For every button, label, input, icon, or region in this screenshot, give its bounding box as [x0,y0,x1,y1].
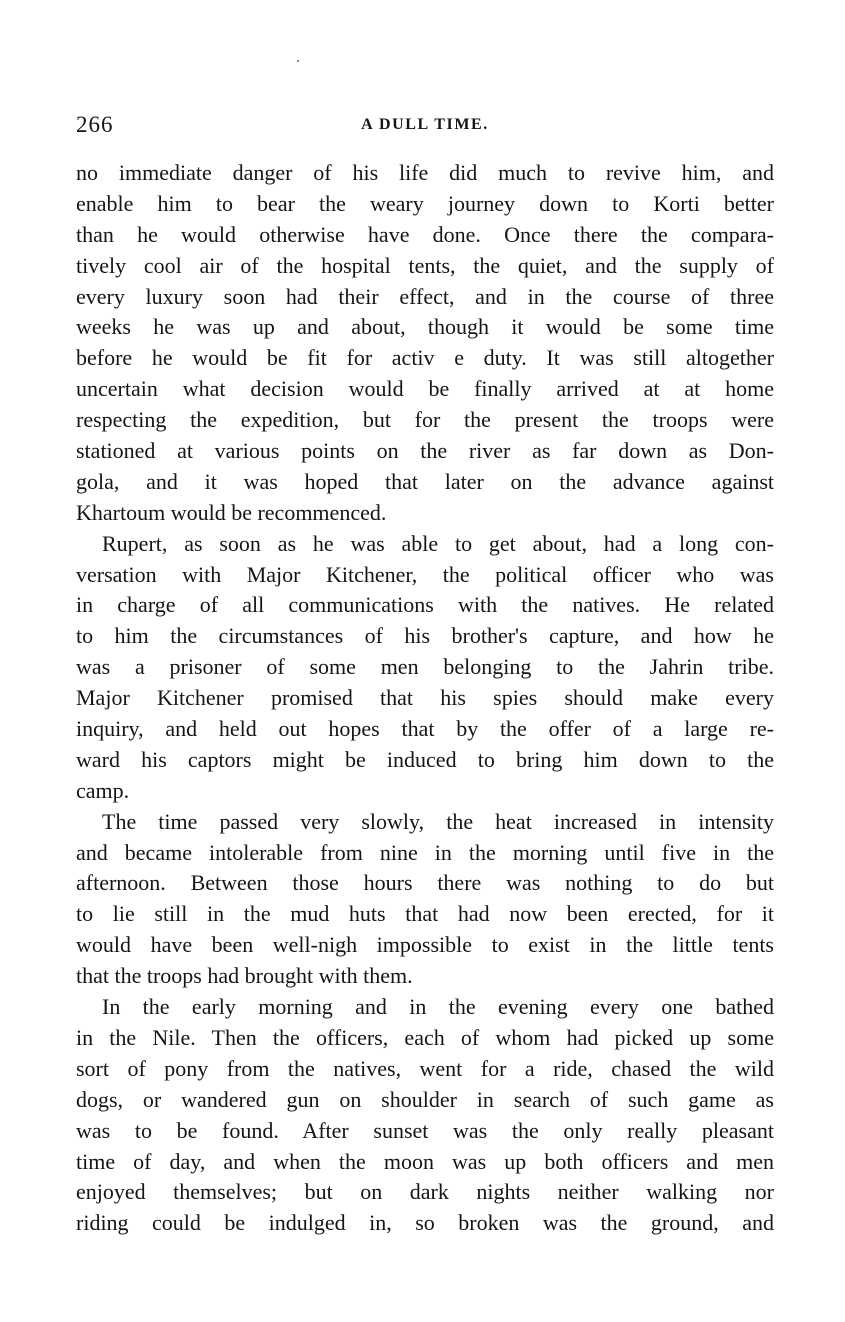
text-line: would have been well-nigh impossible to exist in the little tents [76,932,774,958]
text-line: Major Kitchener promised that his spies should make every [76,685,774,711]
text-line: than he would otherwise have done. Once there the compara- [76,221,774,247]
text-line: uncertain what decision would be finally arrived at at home [76,376,774,402]
text-line: inquiry, and held out hopes that by the offer of a large re- [76,716,774,742]
text-line: camp. [76,777,130,803]
text-line: time of day, and when the moon was up both officers and men [76,1148,774,1174]
text-line: that the troops had brought with them. [76,963,413,989]
text-line: before he would be fit for activ e duty. It was still altogether [76,345,774,371]
text-line: enable him to bear the weary journey down to Korti better [76,190,774,216]
paper-speck [297,60,299,62]
text-line: to lie still in the mud huts that had now been erected, for it [76,901,774,927]
text-line: dogs, or wandered gun on shoulder in search of such game as [76,1086,774,1112]
text-line: was to be found. After sunset was the only really pleasant [76,1117,774,1143]
text-line: sort of pony from the natives, went for a ride, chased the wild [76,1055,774,1081]
running-title: A DULL TIME. [361,116,489,133]
text-line: was a prisoner of some men belonging to the Jahrin tribe. [76,654,774,680]
text-line: and became intolerable from nine in the morning until five in the [76,839,774,865]
text-line: In the early morning and in the evening every one bathed [102,994,774,1020]
text-line: to him the circumstances of his brother's capture, and how he [76,623,774,649]
body-text [76,158,774,1239]
text-line: versation with Major Kitchener, the political officer who was [76,561,774,587]
text-line: The time passed very slowly, the heat increased in intensity [102,808,774,834]
text-line: afternoon. Between those hours there was nothing to do but [76,870,774,896]
page-number: 266 [76,112,114,137]
page-header [76,112,774,140]
text-line: gola, and it was hoped that later on the advance against [76,468,774,494]
text-line: every luxury soon had their effect, and in the course of three [76,283,774,309]
text-line: respecting the expedition, but for the present the troops were [76,407,774,433]
text-line: Khartoum would be recommenced. [76,499,387,525]
text-line: tively cool air of the hospital tents, the quiet, and the supply of [76,252,774,278]
text-line: Rupert, as soon as he was able to get about, had a long con- [102,530,774,556]
text-line: in the Nile. Then the officers, each of whom had picked up some [76,1024,774,1050]
text-line: enjoyed themselves; but on dark nights neither walking nor [76,1179,774,1205]
text-line: stationed at various points on the river as far down as Don- [76,438,774,464]
text-line: riding could be indulged in, so broken was the ground, and [76,1210,774,1236]
text-line: ward his captors might be induced to bring him down to the [76,746,774,772]
text-line: in charge of all communications with the natives. He related [76,592,774,618]
text-line: no immediate danger of his life did much to revive him, and [76,160,774,185]
text-line: weeks he was up and about, though it would be some time [76,314,774,340]
